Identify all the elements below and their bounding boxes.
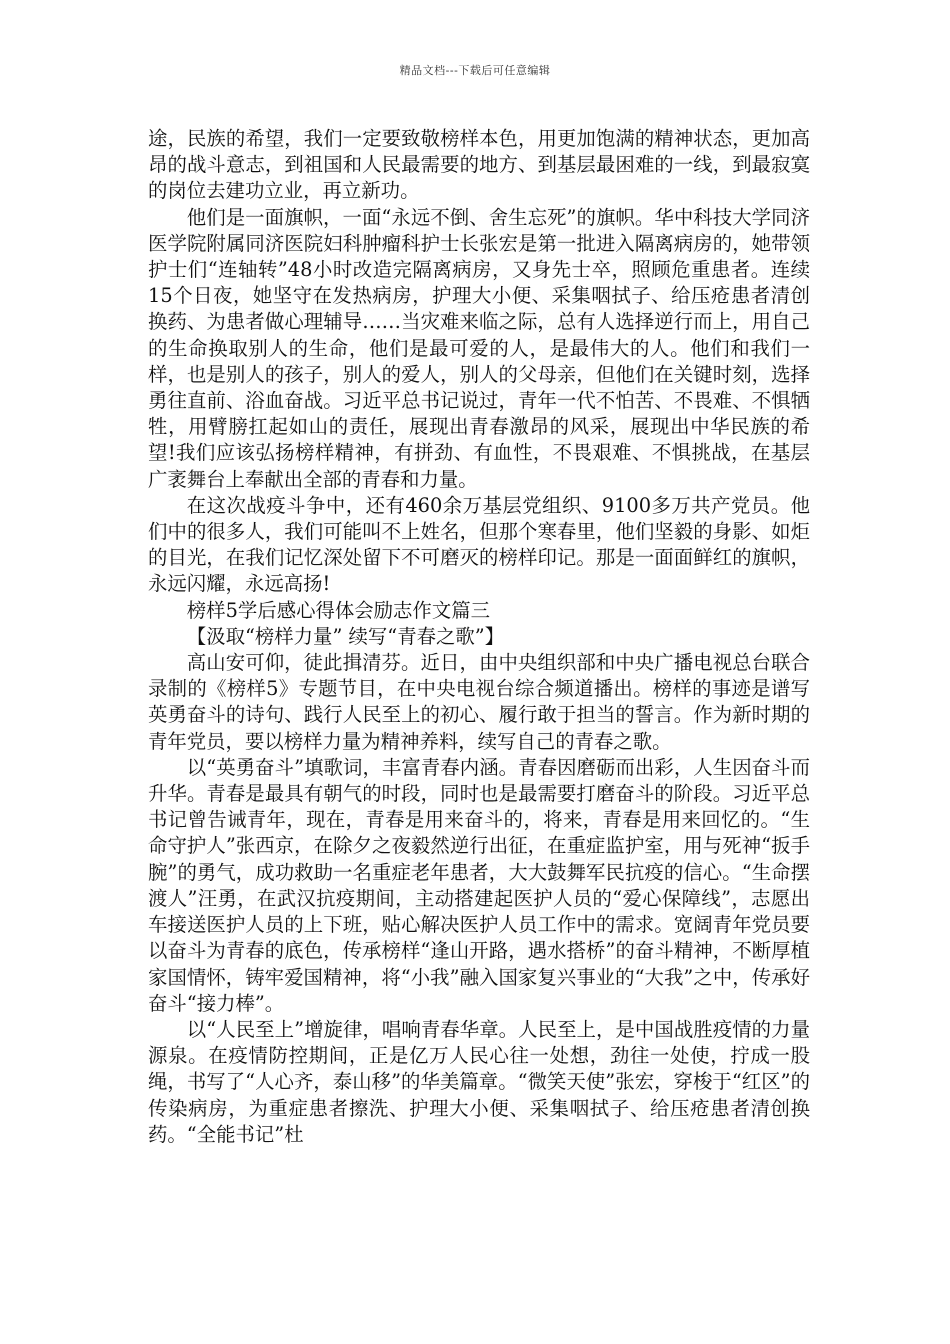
paragraph-intro: 高山安可仰，徒此揖清芬。近日，由中央组织部和中央广播电视总台联合录制的《榜样5》专题节目，在中央电视台综合频道播出。榜样的事迹是谱写英勇奋斗的诗句、践行人民至上的初心、履行敢于担当的誓言。作为新时期的青年党员，要以榜样力量为精神养料，续写自己的青春之歌。 — [148, 651, 810, 753]
paragraph-struggle: 以“英勇奋斗”填歌词，丰富青春内涵。青春因磨砺而出彩，人生因奋斗而升华。青春是最具有朝气的时段，同时也是最需要打磨奋斗的阶段。习近平总书记曾告诫青年，现在，青春是用来奋斗的，将来，青春是用来回忆的。“生命守护人”张西京，在除夕之夜毅然逆行出征，在重症监护室，用与死神“扳手腕”的勇气，成功救助一名重症老年患者，大大鼓舞军民抗疫的信心。“生命摆渡人”汪勇，在武汉抗疫期间，主动搭建起医护人员的“爱心保障线”，志愿出车接送医护人员的上下班，贴心解决医护人员工作中的需求。宽阔青年党员要以奋斗为青春的底色，传承榜样“逢山开路，遇水搭桥”的奋斗精神，不断厚植家国情怀，铸牢爱国精神，将“小我”融入国家复兴事业的“大我”之中，传承好奋斗“接力棒”。 — [148, 755, 810, 1015]
page-header: 精品文档---下载后可任意编辑 — [399, 64, 551, 77]
section-subtitle: 【汲取“榜样力量” 续写“青春之歌”】 — [186, 624, 505, 648]
section-title: 榜样5学后感心得体会励志作文篇三 — [186, 598, 490, 622]
paragraph-continued: 途，民族的希望，我们一定要致敬榜样本色，用更加饱满的精神状态，更加高昂的战斗意志，到祖国和人民最需要的地方、到基层最困难的一线，到最寂寞的岗位去建功立业，再立新功。 — [148, 127, 810, 203]
paragraph-party-members: 在这次战疫斗争中，还有460余万基层党组织、9100多万共产党员。他们中的很多人，我们可能叫不上姓名，但那个寒春里，他们坚毅的身影、如炬的目光，在我们记忆深处留下不可磨灭的榜样印记。那是一面面鲜红的旗帜，永远闪耀，永远高扬! — [148, 493, 810, 596]
paragraph-people-first: 以“人民至上”增旋律，唱响青春华章。人民至上，是中国战胜疫情的力量源泉。在疫情防控期间，正是亿万人民心往一处想，劲往一处使，拧成一股绳，书写了“人心齐，泰山移”的华美篇章。“微笑天使”张宏，穿梭于“红区”的传染病房，为重症患者擦洗、护理大小便、采集咽拭子、给压疮患者清创换药。“全能书记”杜 — [148, 1017, 810, 1146]
document-body — [148, 126, 810, 1148]
paragraph-banner: 他们是一面旗帜，一面“永远不倒、舍生忘死”的旗帜。华中科技大学同济医学院附属同济医院妇科肿瘤科护士长张宏是第一批进入隔离病房的，她带领护士们“连轴转”48小时改造完隔离病房，又身先士卒，照顾危重患者。连续15个日夜，她坚守在发热病房，护理大小便、采集咽拭子、给压疮患者清创换药、为患者做心理辅导……当灾难来临之际，总有人选择逆行而上，用自己的生命换取别人的生命，他们是最可爱的人，是最伟大的人。他们和我们一样，也是别人的孩子，别人的爱人，别人的父母亲，但他们在关键时刻，选择勇往直前、浴血奋战。习近平总书记说过，青年一代不怕苦、不畏难、不惧牺牲，用臂膀扛起如山的责任，展现出青春激昂的风采，展现出中华民族的希望!我们应该弘扬榜样精神，有拼劲、有血性，不畏艰难、不惧挑战，在基层广袤舞台上奉献出全部的青春和力量。 — [148, 205, 810, 491]
